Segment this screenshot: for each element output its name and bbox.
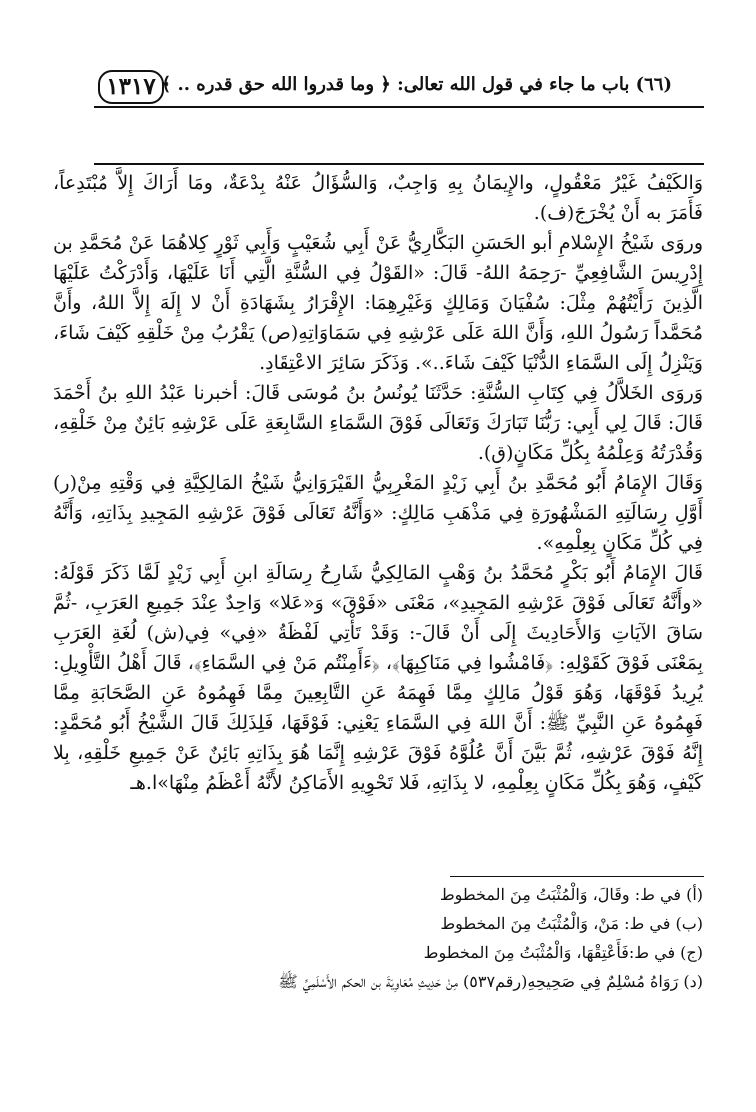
main-text [53,168,703,798]
page-number: ١٣١٧ [98,70,164,104]
footnotes [53,880,703,996]
footnote: (ب) في ط: مَنْ، وَالْمُثْبَتُ مِنَ المخطوط [440,914,703,933]
running-title: (٦٦) باب ما جاء في قول الله تعالى: ﴿ وما قدروا الله حق قدره .. ﴾ [160,74,672,95]
paragraph: وَروَى الخَلاَّلُ فِي كِتَابِ السُّنَّةِ: حَدَّثَنَا يُونُسُ بنُ مُوسَى قَالَ: أخبرنا عَبْدُ اللهِ بنُ أَحْمَدَ قَالَ: قَالَ لِي أَبِي: رَبُّنَا تَبَارَكَ وَتَعَالَى فَوْقَ السَّمَاءِ السَّابِعَةِ عَلَى عَرْشِهِ بَائِنٌ مِنْ خَلْقِهِ، وَقُدْرَتُهُ وَعِلْمُهُ بِكُلِّ مَكَانٍ(ق). [53,382,703,464]
footnote: (أ) في ط: وقَالَ، وَالْمُثْبَتُ مِنَ المخطوط [439,885,703,904]
paragraph: قَالَ الإِمَامُ أَبُو بَكْرٍ مُحَمَّدُ بنُ وَهْبٍ المَالِكِيُّ شَارِحُ رِسَالَةِ ابنِ أَبِي زَيْدٍ لَمَّا ذَكَرَ قَوْلَهُ: «وأَنَّهُ تَعَالَى فَوْقَ عَرْشِهِ المَجِيدِ»، مَعْنَى «فَوْقَ» وَ«عَلا» وَاحِدٌ عِنْدَ جَمِيعِ العَرَبِ، -ثُمَّ سَاقَ الآيَاتِ وَالأَحَادِيثَ إِلَى أَنْ قَالَ-: وَقَدْ تَأْتِي لَفْظَةُ «فِي» فِي(ش) لُغَةِ العَرَبِ بِمَعْنَى فَوْقَ كَقَوْلِهِ: ﴿فَامْشُوا فِي مَنَاكِبِهَا﴾، ﴿ءَأَمِنْتُم مَنْ فِي السَّمَاءِ﴾، قَالَ أَهْلُ التَّأْوِيلِ: يُرِيدُ فَوْقَهَا، وَهُوَ قَوْلُ مَالِكٍ مِمَّا فَهِمَهُ عَنِ التَّابِعِينَ مِمَّا فَهِمُوهُ عَنِ الصَّحَابَةِ مِمَّا فَهِمُوهُ عَنِ النَّبِيِّ ﷺ: أَنَّ اللهَ فِي السَّمَاءِ يَعْنِي: فَوْقَهَا، فَلِذَلِكَ قَالَ الشَّيْخُ أَبُو مُحَمَّدٍ: إِنَّهُ فَوْقَ عَرْشِهِ، ثُمَّ بَيَّنَ أَنَّ عُلُوَّهُ فَوْقَ عَرْشِهِ إِنَّمَا هُوَ بِذَاتِهِ بَائِنٌ عَنْ جَمِيعِ خَلْقِهِ، بِلا كَيْفٍ، وَهُوَ بِكُلِّ مَكَانٍ بِعِلْمِهِ، لا بِذَاتِهِ، فَلا تَحْوِيهِ الأَمَاكِنُ لأَنَّهُ أَعْظَمُ مِنْهَا»ا.هـ [53,562,703,794]
paragraph: وروَى شَيْخُ الإِسْلامِ أبو الحَسَنِ البَكَّارِيُّ عَنْ أَبِي شُعَيْبٍ وَأَبِي ثَوْرٍ كِلاهُمَا عَنْ مُحَمَّدِ بن إِدْرِيسَ الشَّافِعِيِّ -رَحِمَهُ اللهُ- قَالَ: «القَوْلُ فِي السُّنَّةِ الَّتِي أَنَا عَلَيْهَا، وَأَدْرَكْتُ عَلَيْهَا الَّذِينَ رَأَيْتُهُمْ مِثْلَ: سُفْيَانَ وَمَالِكٍ وَغَيْرِهِمَا: الإِقْرَارُ بِشَهَادَةِ أَنْ لا إِلَهَ إِلاَّ اللهُ، وأَنَّ مُحَمَّداً رَسُولُ اللهِ، وَأَنَّ اللهَ عَلَى عَرْشِهِ فِي سَمَاوَاتِهِ(ص) يَقْرُبُ مِنْ خَلْقِهِ كَيْفَ شَاءَ، وَيَنْزِلُ إِلَى السَّمَاءِ الدُّنْيَا كَيْفَ شَاءَ..». وَذَكَرَ سَائِرَ الاعْتِقَادِ. [53,232,703,374]
paragraph: وَالكَيْفُ غَيْرُ مَعْقُولٍ، والإِيمَانُ بِهِ وَاجِبٌ، وَالسُّؤَالُ عَنْهُ بِدْعَةٌ، ومَا أَرَاكَ إِلاَّ مُبْتَدِعاً، فَأَمَرَ به أَنْ يُخْرَجَ(ف). [53,172,703,224]
footnote: (ج) في ط:فَأَعْتِقْهَا، وَالْمُثْبَتُ مِنَ المخطوط [423,943,703,962]
paragraph: وَقَالَ الإِمَامُ أَبُو مُحَمَّدِ بنُ أَبِي زَيْدٍ المَغْرِبِيُّ القَيْرَوَانِيُّ شَيْخُ المَالِكِيَّةِ فِي وَقْتِهِ مِنْ(ر) أَوَّلِ رِسَالَتِهِ المَشْهُورَةِ فِي مَذْهَبِ مَالِكٍ: «وَأَنَّهُ تَعَالَى فَوْقَ عَرْشِهِ المَجِيدِ بِذَاتِهِ، وَأَنَّهُ فِي كُلِّ مَكَانٍ بِعِلْمِهِ». [53,472,703,554]
footnote-separator [450,876,704,877]
footnote: (د) رَوَاهُ مُسْلِمٌ فِي صَحِيحِهِ(رقم٥٣٧) مِنْ حَدِيثِ مُعَاوِيَةَ بن الحكم الأَسْلَمِيِّ ﷺ [278,972,703,991]
header-rule [94,106,704,108]
text-rule [94,163,704,165]
